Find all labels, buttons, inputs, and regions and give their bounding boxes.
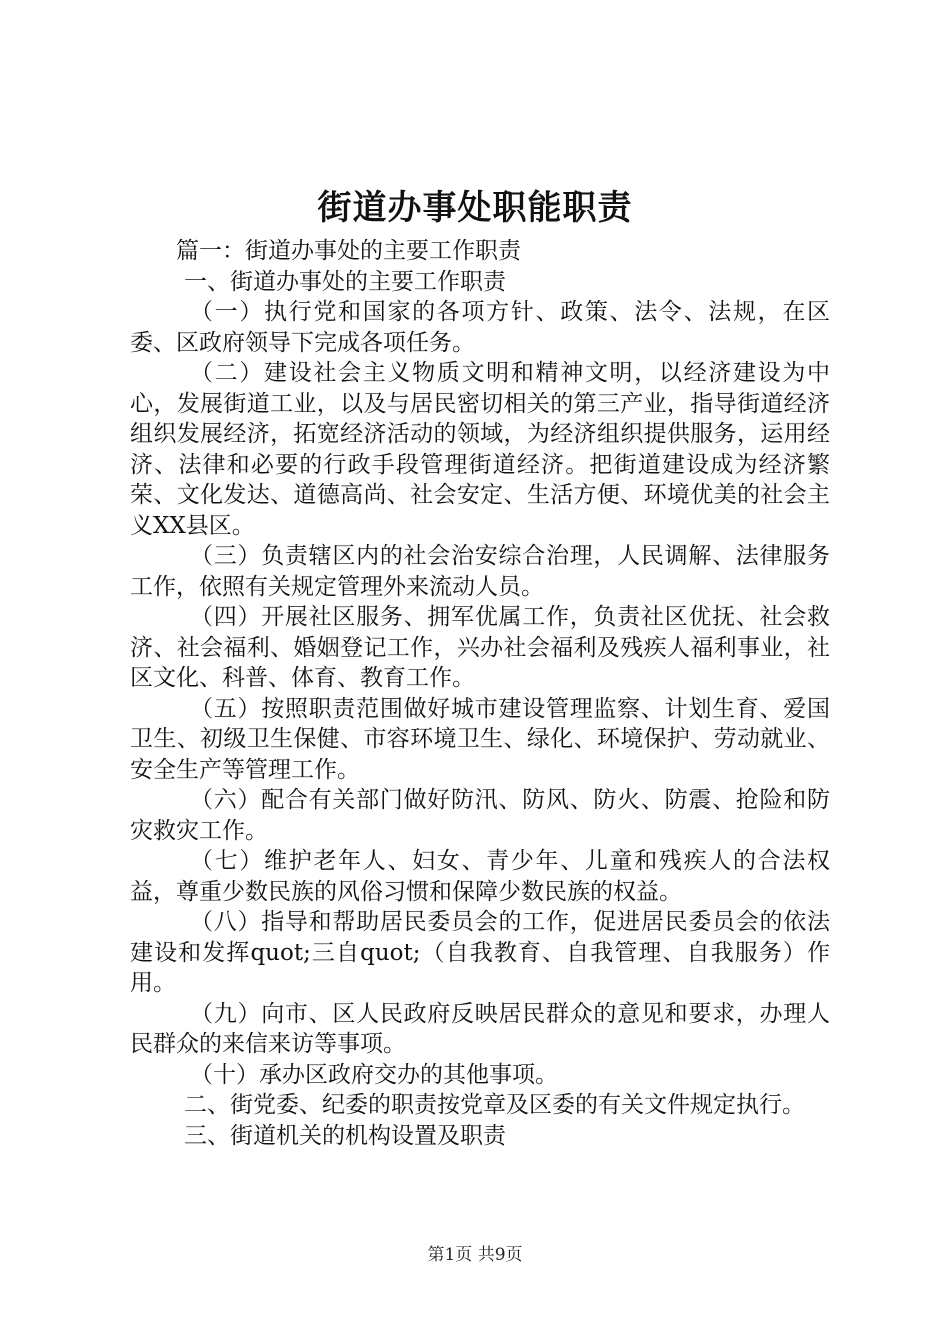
paragraph-item-5: （五）按照职责范围做好城市建设管理监察、计划生育、爱国卫生、初级卫生保健、市容环境卫生、绿化、环境保护、劳动就业、安全生产等管理工作。 xyxy=(130,695,830,783)
paragraph-section-heading-1: 一、街道办事处的主要工作职责 xyxy=(184,268,506,295)
paragraph-item-10: （十）承办区政府交办的其他事项。 xyxy=(190,1061,558,1088)
paragraph-section-heading-2: 二、街党委、纪委的职责按党章及区委的有关文件规定执行。 xyxy=(184,1092,805,1118)
document-title: 街道办事处职能职责 xyxy=(317,188,633,228)
paragraph-item-8: （八）指导和帮助居民委员会的工作，促进居民委员会的依法建设和发挥quot;三自quot;（自我教育、自我管理、自我服务）作用。 xyxy=(130,909,830,996)
paragraph-chapter-heading: 篇一：街道办事处的主要工作职责 xyxy=(176,238,521,264)
paragraph-item-2: （二）建设社会主义物质文明和精神文明，以经济建设为中心，发展街道工业，以及与居民密切相关的第三产业，指导街道经济组织发展经济，拓宽经济活动的领域，为经济组织提供服务，运用经济、法律和必要的行政手段管理街道经济。把街道建设成为经济繁荣、文化发达、道德高尚、社会安定、生活方便、环境优美的社会主义XX县区。 xyxy=(130,360,830,539)
paragraph-item-9: （九）向市、区人民政府反映居民群众的意见和要求，办理人民群众的来信来访等事项。 xyxy=(130,1000,830,1057)
document-body xyxy=(130,236,830,1151)
paragraph-item-4: （四）开展社区服务、拥军优属工作，负责社区优抚、社会救济、社会福利、婚姻登记工作，兴办社会福利及残疾人福利事业，社区文化、科普、体育、教育工作。 xyxy=(130,604,830,691)
paragraph-section-heading-3: 三、街道机关的机构设置及职责 xyxy=(184,1122,506,1149)
paragraph-item-6: （六）配合有关部门做好防汛、防风、防火、防震、抢险和防灾救灾工作。 xyxy=(130,787,830,844)
paragraph-item-7: （七）维护老年人、妇女、青少年、儿童和残疾人的合法权益，尊重少数民族的风俗习惯和保障少数民族的权益。 xyxy=(130,848,830,905)
page-number-footer: 第1页 共9页 xyxy=(427,1245,523,1265)
paragraph-item-1: （一）执行党和国家的各项方针、政策、法令、法规，在区委、区政府领导下完成各项任务。 xyxy=(130,299,830,356)
paragraph-item-3: （三）负责辖区内的社会治安综合治理，人民调解、法律服务工作，依照有关规定管理外来流动人员。 xyxy=(130,543,830,600)
